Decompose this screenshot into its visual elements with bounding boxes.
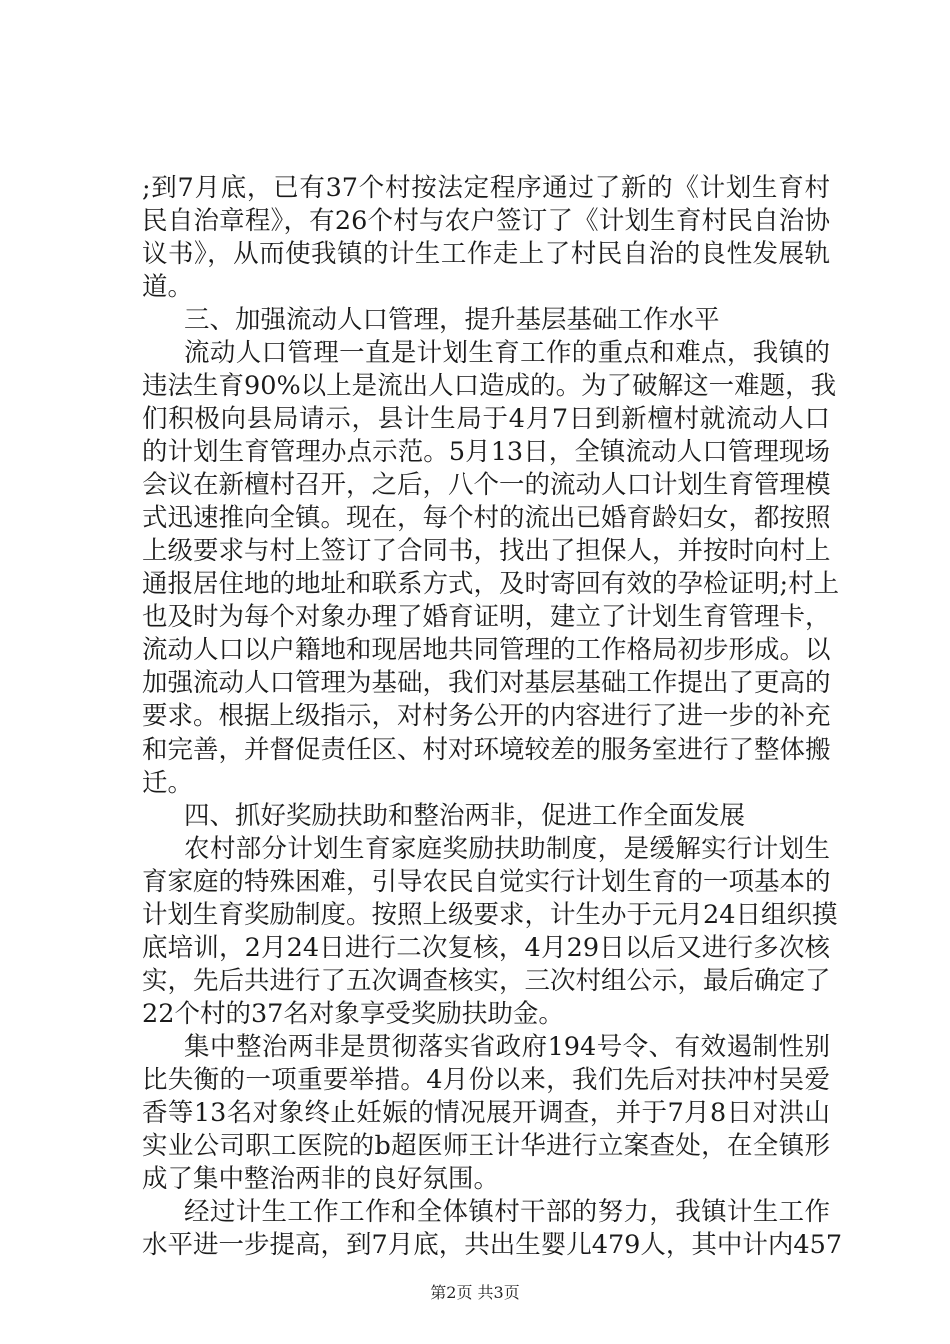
text-line: 议书》，从而使我镇的计生工作走上了村民自治的良性发展轨 [142,239,830,269]
text-line: 迁。 [142,768,194,798]
text-line: 22个村的37名对象享受奖励扶助金。 [142,999,564,1029]
text-line: 民自治章程》，有26个村与农户签订了《计划生育村民自治协 [142,206,830,236]
section-heading: 四、抓好奖励扶助和整治两非，促进工作全面发展 [184,801,746,831]
text-line: 式迅速推向全镇。现在，每个村的流出已婚育龄妇女，都按照 [142,503,831,533]
text-line: ;到7月底，已有37个村按法定程序通过了新的《计划生育村 [142,173,830,203]
text-line: 农村部分计划生育家庭奖励扶助制度，是缓解实行计划生 [184,834,830,864]
text-line: 流动人口管理一直是计划生育工作的重点和难点，我镇的 [184,338,830,368]
text-line: 道。 [142,272,194,302]
text-line: 也及时为每个对象办理了婚育证明，建立了计划生育管理卡， [142,602,831,632]
text-line: 成了集中整治两非的良好氛围。 [142,1164,500,1194]
text-line: 经过计生工作工作和全体镇村干部的努力，我镇计生工作 [184,1197,830,1227]
text-line: 计划生育奖励制度。按照上级要求，计生办于元月24日组织摸 [142,900,838,930]
text-line: 要求。根据上级指示，对村务公开的内容进行了进一步的补充 [142,701,831,731]
text-line: 们积极向县局请示，县计生局于4月7日到新檀村就流动人口 [142,404,830,434]
text-line: 比失衡的一项重要举措。4月份以来，我们先后对扶冲村吴爱 [142,1065,830,1095]
text-line: 育家庭的特殊困难，引导农民自觉实行计划生育的一项基本的 [142,867,831,897]
text-line: 加强流动人口管理为基础，我们对基层基础工作提出了更高的 [142,668,831,698]
section-heading: 三、加强流动人口管理，提升基层基础工作水平 [184,305,720,335]
text-line: 流动人口以户籍地和现居地共同管理的工作格局初步形成。以 [142,635,831,665]
text-line: 水平进一步提高，到7月底，共出生婴儿479人，其中计内457 [142,1230,843,1260]
text-line: 会议在新檀村召开，之后，八个一的流动人口计划生育管理模 [142,470,831,500]
text-line: 实，先后共进行了五次调查核实，三次村组公示，最后确定了 [142,966,831,996]
text-line: 实业公司职工医院的b超医师王计华进行立案查处，在全镇形 [142,1131,830,1161]
text-line: 底培训，2月24日进行二次复核，4月29日以后又进行多次核 [142,933,830,963]
text-line: 和完善，并督促责任区、村对环境较差的服务室进行了整体搬 [142,735,831,765]
text-line: 香等13名对象终止妊娠的情况展开调查，并于7月8日对洪山 [142,1098,830,1128]
text-line: 违法生育90%以上是流出人口造成的。为了破解这一难题，我 [142,371,837,401]
text-line: 上级要求与村上签订了合同书，找出了担保人，并按时向村上 [142,536,831,566]
text-line: 通报居住地的地址和联系方式，及时寄回有效的孕检证明;村上 [142,569,840,599]
page-number-footer: 第2页 共3页 [430,1283,520,1302]
text-line: 的计划生育管理办点示范。5月13日，全镇流动人口管理现场 [142,437,830,467]
text-line: 集中整治两非是贯彻落实省政府194号令、有效遏制性别 [184,1032,830,1062]
